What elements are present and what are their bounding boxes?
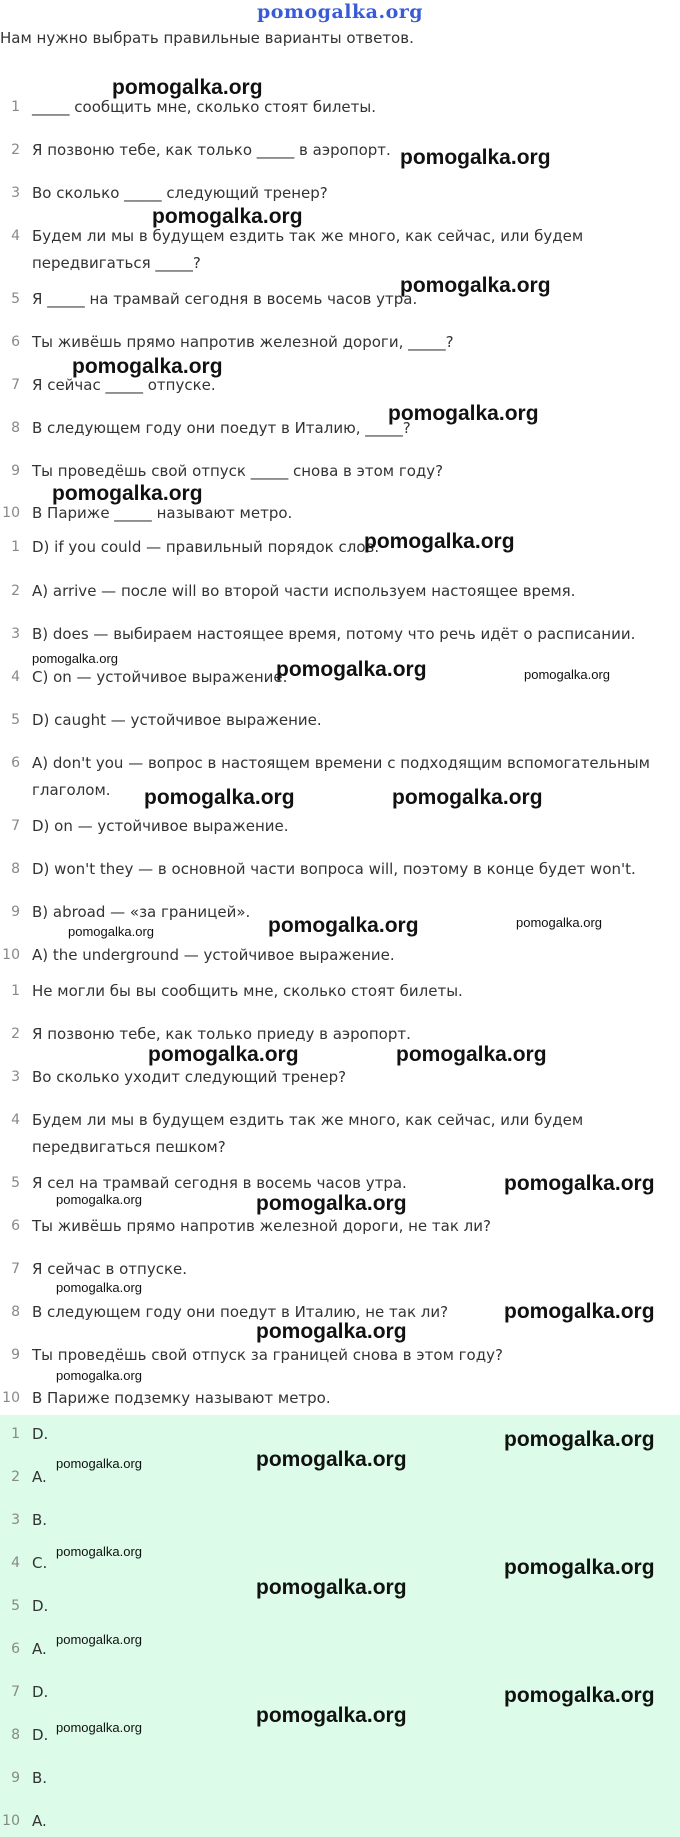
intro-text: Нам нужно выбрать правильные варианты ответов. [0,29,414,47]
question-number: 6 [11,334,20,350]
watermark: pomogalka.org [524,667,610,682]
answer-number: 2 [11,1469,20,1485]
watermark: pomogalka.org [400,274,551,297]
translation-text: Ты живёшь прямо напротив железной дороги, не так ли? [32,1217,491,1235]
explanation-text: B) does — выбираем настоящее время, потому что речь идёт о расписании. [32,625,636,643]
watermark: pomogalka.org [56,1192,142,1207]
answer-text: D. [32,1597,49,1615]
watermark: pomogalka.org [504,1172,655,1195]
question-number: 5 [11,291,20,307]
watermark: pomogalka.org [504,1556,655,1579]
answer-text: C. [32,1554,48,1572]
watermark: pomogalka.org [392,786,543,809]
answer-text: B. [32,1511,48,1529]
watermark: pomogalka.org [256,1192,407,1215]
explanation-text: D) on — устойчивое выражение. [32,817,289,835]
translation-number: 7 [11,1261,20,1277]
explanation-text: D) if you could — правильный порядок слов. [32,538,380,556]
explanation-text: B) abroad — «за границей». [32,903,251,921]
watermark: pomogalka.org [388,402,539,425]
answer-number: 8 [11,1727,20,1743]
answer-number: 3 [11,1512,20,1528]
answer-text: A. [32,1468,47,1486]
explanation-number: 4 [11,669,20,685]
answer-number: 6 [11,1641,20,1657]
question-text: Будем ли мы в будущем ездить так же много, как сейчас, или будем передвигаться _____? [32,227,584,272]
watermark: pomogalka.org [276,658,427,681]
site-logo[interactable]: pomogalka.org [256,1,424,23]
explanation-number: 8 [11,861,20,877]
watermark: pomogalka.org [504,1428,655,1451]
translation-text: Во сколько уходит следующий тренер? [32,1068,347,1086]
translation-number: 2 [11,1026,20,1042]
question-text: Ты проведёшь свой отпуск _____ снова в этом году? [32,462,444,480]
translation-number: 8 [11,1304,20,1320]
answer-number: 10 [2,1813,20,1829]
answer-text: B. [32,1769,48,1787]
watermark: pomogalka.org [56,1544,142,1559]
translation-text: Будем ли мы в будущем ездить так же много, как сейчас, или будем передвигаться пешком? [32,1111,584,1156]
translation-text: Ты проведёшь свой отпуск за границей снова в этом году? [32,1346,503,1364]
watermark: pomogalka.org [112,76,263,99]
watermark: pomogalka.org [400,146,551,169]
explanation-number: 5 [11,712,20,728]
translation-text: В Париже подземку называют метро. [32,1389,331,1407]
answer-text: A. [32,1640,47,1658]
watermark: pomogalka.org [364,530,515,553]
watermark: pomogalka.org [56,1720,142,1735]
translation-text: Я сел на трамвай сегодня в восемь часов утра. [32,1174,407,1192]
question-text: Я позвоню тебе, как только _____ в аэропорт. [32,141,391,159]
explanation-text: A) the underground — устойчивое выражение. [32,946,395,964]
explanation-text: D) caught — устойчивое выражение. [32,711,322,729]
watermark: pomogalka.org [256,1448,407,1471]
question-text: Я _____ на трамвай сегодня в восемь часов утра. [32,290,418,308]
translation-number: 1 [11,983,20,999]
answer-number: 4 [11,1555,20,1571]
explanation-text: A) arrive — после will во второй части используем настоящее время. [32,582,576,600]
translation-text: В следующем году они поедут в Италию, не так ли? [32,1303,449,1321]
answer-text: D. [32,1726,49,1744]
translation-number: 6 [11,1218,20,1234]
explanation-number: 6 [11,755,20,771]
watermark: pomogalka.org [516,915,602,930]
translation-number: 4 [11,1112,20,1128]
question-number: 8 [11,420,20,436]
question-text: Я сейчас _____ отпуске. [32,376,216,394]
watermark: pomogalka.org [396,1043,547,1066]
translation-text: Я сейчас в отпуске. [32,1260,187,1278]
question-number: 3 [11,185,20,201]
explanation-text: A) don't you — вопрос в настоящем времени с подходящим вспомогательным глаголом. [32,754,650,799]
answer-text: D. [32,1683,49,1701]
watermark: pomogalka.org [56,1456,142,1471]
explanation-text: C) on — устойчивое выражение. [32,668,288,686]
watermark: pomogalka.org [52,482,203,505]
explanation-text: D) won't they — в основной части вопроса will, поэтому в конце будет won't. [32,860,636,878]
translation-number: 10 [2,1390,20,1406]
answer-number: 5 [11,1598,20,1614]
question-text: Во сколько _____ следующий тренер? [32,184,328,202]
watermark: pomogalka.org [152,205,303,228]
question-number: 1 [11,99,20,115]
watermark: pomogalka.org [148,1043,299,1066]
answer-number: 1 [11,1426,20,1442]
answer-number: 7 [11,1684,20,1700]
question-text: В следующем году они поедут в Италию, _____? [32,419,411,437]
question-number: 2 [11,142,20,158]
question-text: _____ сообщить мне, сколько стоят билеты. [32,98,377,116]
question-text: Ты живёшь прямо напротив железной дороги, _____? [32,333,454,351]
watermark: pomogalka.org [504,1684,655,1707]
translation-number: 3 [11,1069,20,1085]
explanation-number: 2 [11,583,20,599]
watermark: pomogalka.org [68,924,154,939]
watermark: pomogalka.org [268,914,419,937]
translation-text: Не могли бы вы сообщить мне, сколько стоят билеты. [32,982,463,1000]
answer-number: 9 [11,1770,20,1786]
question-number: 9 [11,463,20,479]
translation-number: 9 [11,1347,20,1363]
watermark: pomogalka.org [504,1300,655,1323]
answer-text: D. [32,1425,49,1443]
translation-number: 5 [11,1175,20,1191]
explanation-number: 10 [2,947,20,963]
watermark: pomogalka.org [72,355,223,378]
watermark: pomogalka.org [32,651,118,666]
watermark: pomogalka.org [56,1368,142,1383]
explanation-number: 9 [11,904,20,920]
watermark: pomogalka.org [56,1280,142,1295]
question-number: 10 [2,505,20,521]
watermark: pomogalka.org [256,1320,407,1343]
watermark: pomogalka.org [256,1704,407,1727]
translation-text: Я позвоню тебе, как только приеду в аэропорт. [32,1025,411,1043]
watermark: pomogalka.org [56,1632,142,1647]
answer-text: A. [32,1812,47,1830]
watermark: pomogalka.org [256,1576,407,1599]
explanation-number: 1 [11,539,20,555]
watermark: pomogalka.org [144,786,295,809]
explanation-number: 7 [11,818,20,834]
explanation-number: 3 [11,626,20,642]
question-number: 7 [11,377,20,393]
question-text: В Париже _____ называют метро. [32,504,293,522]
question-number: 4 [11,228,20,244]
